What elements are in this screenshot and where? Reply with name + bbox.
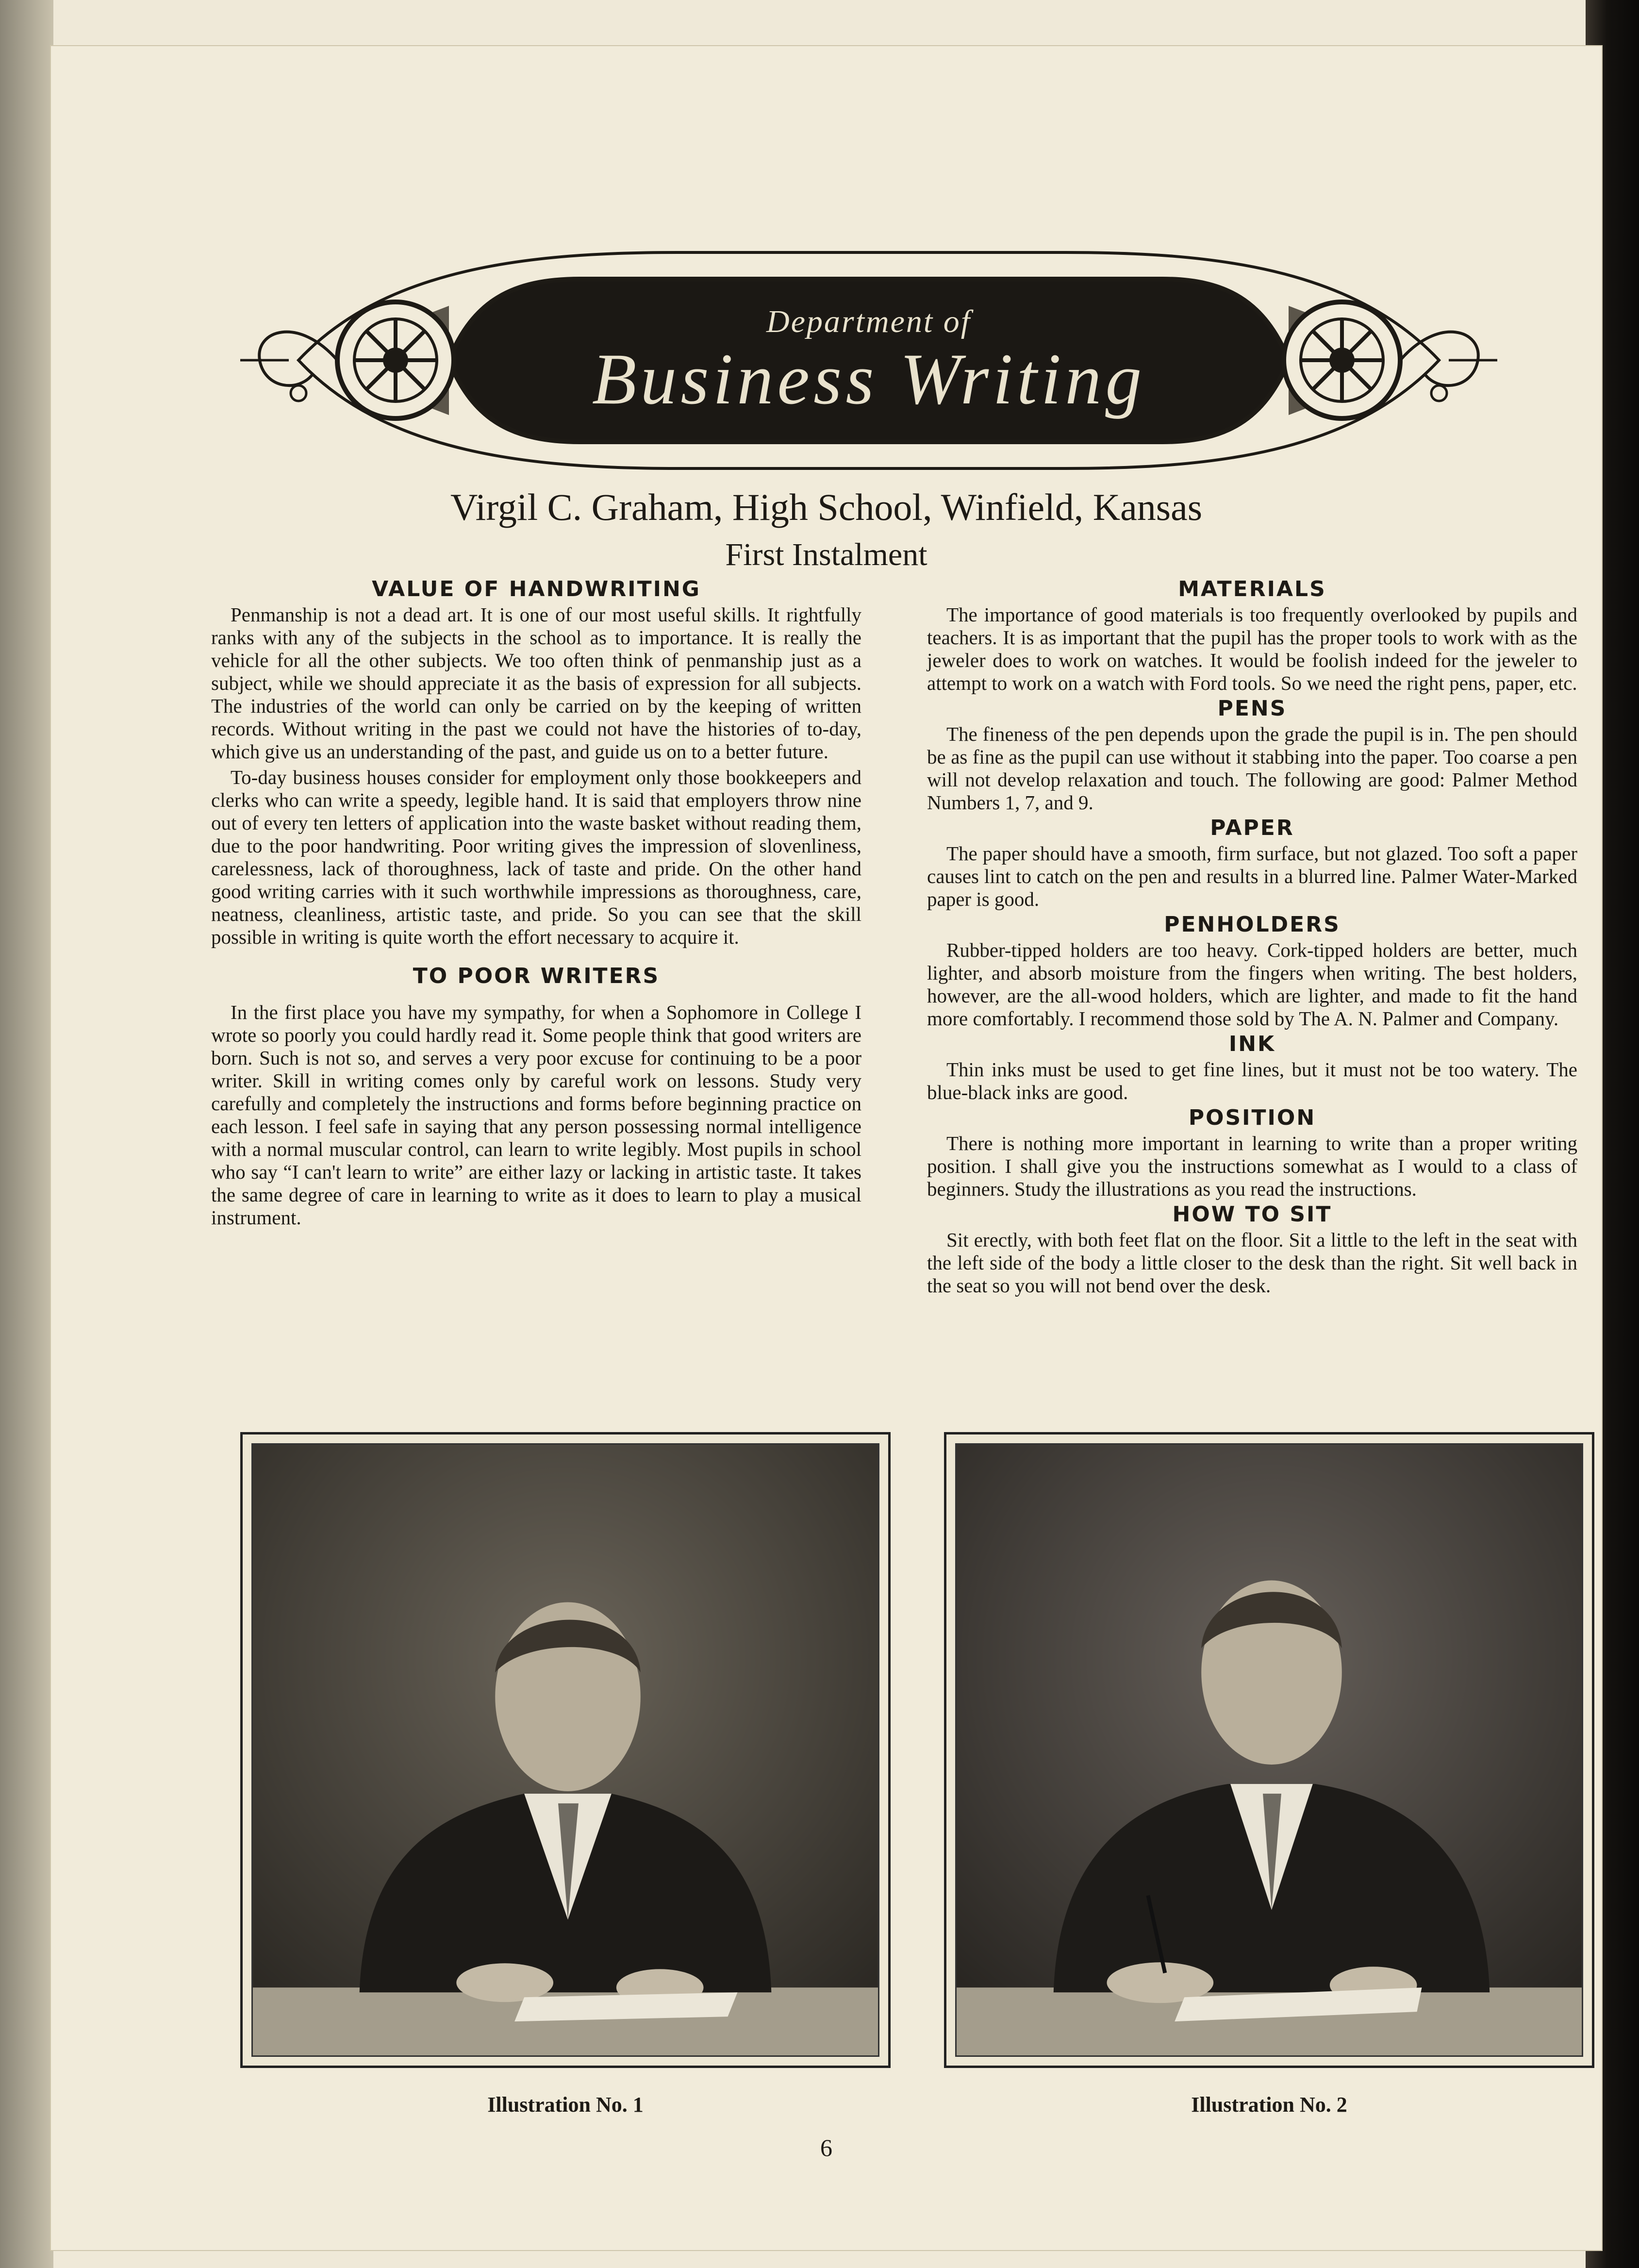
heading-materials: MATERIALS (1178, 577, 1326, 601)
heading-penholders: PENHOLDERS (1164, 912, 1341, 937)
paragraph-value-2: To-day business houses consider for employment only those bookkeepers and clerks who can write a speedy, legible hand. It is said that employers throw nine out of every ten letters of application into the waste basket without reading them, due to the poor handwriting. Poor writing gives the impression of slovenliness, carelessness, lack of thoroughness, lack of taste and pride. On the other hand good writing carries with it such worthwhile impressions as thoroughness, care, neatness, cleanliness, artistic taste, and pride. So you can see that the skill possible in writing is quite worth the effort necessary to acquire it. (211, 766, 861, 948)
caption-illustration-1: Illustration No. 1 (487, 2093, 644, 2117)
page-number: 6 (820, 2134, 832, 2161)
heading-how-to-sit: HOW TO SIT (1172, 1202, 1332, 1227)
author-line: Virgil C. Graham, High School, Winfield, Kansas (450, 486, 1203, 528)
page-edge (0, 0, 53, 2268)
heading-ink: INK (1228, 1032, 1276, 1056)
instalment-label: First Instalment (725, 537, 927, 572)
paragraph-paper: The paper should have a smooth, firm surface, but not glazed. Too soft a paper causes lint to catch on the pen and results in a blurred line. Palmer Water-Marked paper is good. (927, 842, 1577, 910)
heading-paper: PAPER (1210, 816, 1294, 840)
heading-position: POSITION (1188, 1105, 1316, 1130)
illustration-photo-1 (240, 1432, 891, 2068)
illustration-photo-2 (944, 1432, 1594, 2068)
banner-title: Business Writing (592, 339, 1146, 419)
paragraph-position: There is nothing more important in learning to write than a proper writing position. I shall give you the instructions somewhat as I would to a class of beginners. Study the illustrations as you read the instructions. (927, 1132, 1577, 1200)
paragraph-materials: The importance of good materials is too frequently overlooked by pupils and teachers. It is as important that the pupil has the proper tools to work with as the jeweler does to work on watches. It would be foolish indeed for the jeweler to attempt to work on a watch with Ford tools. So we need the right pens, paper, etc. (927, 603, 1577, 694)
paragraph-pens: The fineness of the pen depends upon the grade the pupil is in. The pen should be as fine as the pupil can use without it stabbing into the paper. Too coarse a pen will not develop relaxation and touch. The following are good: Palmer Method Numbers 1, 7, and 9. (927, 723, 1577, 814)
paragraph-penholders: Rubber-tipped holders are too heavy. Cork-tipped holders are better, much lighter, and absorb moisture from the fingers when writing. The best holders, however, are the all-wood holders, which are lighter, and made to fit the hand more comfortably. I recommend those sold by The A. N. Palmer and Company. (927, 939, 1577, 1030)
caption-illustration-2: Illustration No. 2 (1191, 2093, 1347, 2117)
right-column (927, 575, 1577, 1297)
left-column (211, 575, 861, 1232)
banner-subtitle: Department of (766, 304, 972, 339)
heading-pens: PENS (1217, 696, 1287, 721)
heading-to-poor-writers: TO POOR WRITERS (413, 964, 660, 988)
paragraph-value-1: Penmanship is not a dead art. It is one of our most useful skills. It rightfully ranks with any of the subjects in the school as to importance. It is really the vehicle for all the other subjects. We too often think of penmanship just as a subject, while we should appreciate it as the basis of expression for all subjects. The industries of the world can only be carried on by the keeping of written records. Without writing in the past we could not have the histories of to-day, which give us an understanding of the past, and guide us on to a better future. (211, 603, 861, 763)
man-writing-photo-icon (253, 1445, 878, 2055)
heading-value-of-handwriting: VALUE OF HANDWRITING (372, 577, 701, 601)
paragraph-poor-writers: In the first place you have my sympathy, for when a Sophomore in College I wrote so poorly you could hardly read it. Some people think that good writers are born. Such is not so, and serves a very poor excuse for continuing to be a poor writer. Skill in writing comes only by careful work on lessons. Study very carefully and completely the instructions and forms before beginning practice on each lesson. I feel safe in saying that any person possessing normal intelligence with a normal muscular control, can learn to write legibly. Most pupils in school who say “I can't learn to write” are either lazy or lacking in artistic taste. It takes the same degree of care in learning to write as it does to learn to play a musical instrument. (211, 1001, 861, 1229)
magazine-page (51, 46, 1602, 2250)
paragraph-ink: Thin inks must be used to get fine lines, but it must not be too watery. The blue-black inks are good. (927, 1058, 1577, 1103)
man-writing-photo-icon (957, 1445, 1582, 2055)
department-banner (240, 233, 1497, 488)
paragraph-how-to-sit: Sit erectly, with both feet flat on the floor. Sit a little to the left in the seat with the left side of the body a little closer to the desk than the right. Sit well back in the seat so you will not bend over the desk. (927, 1229, 1577, 1297)
